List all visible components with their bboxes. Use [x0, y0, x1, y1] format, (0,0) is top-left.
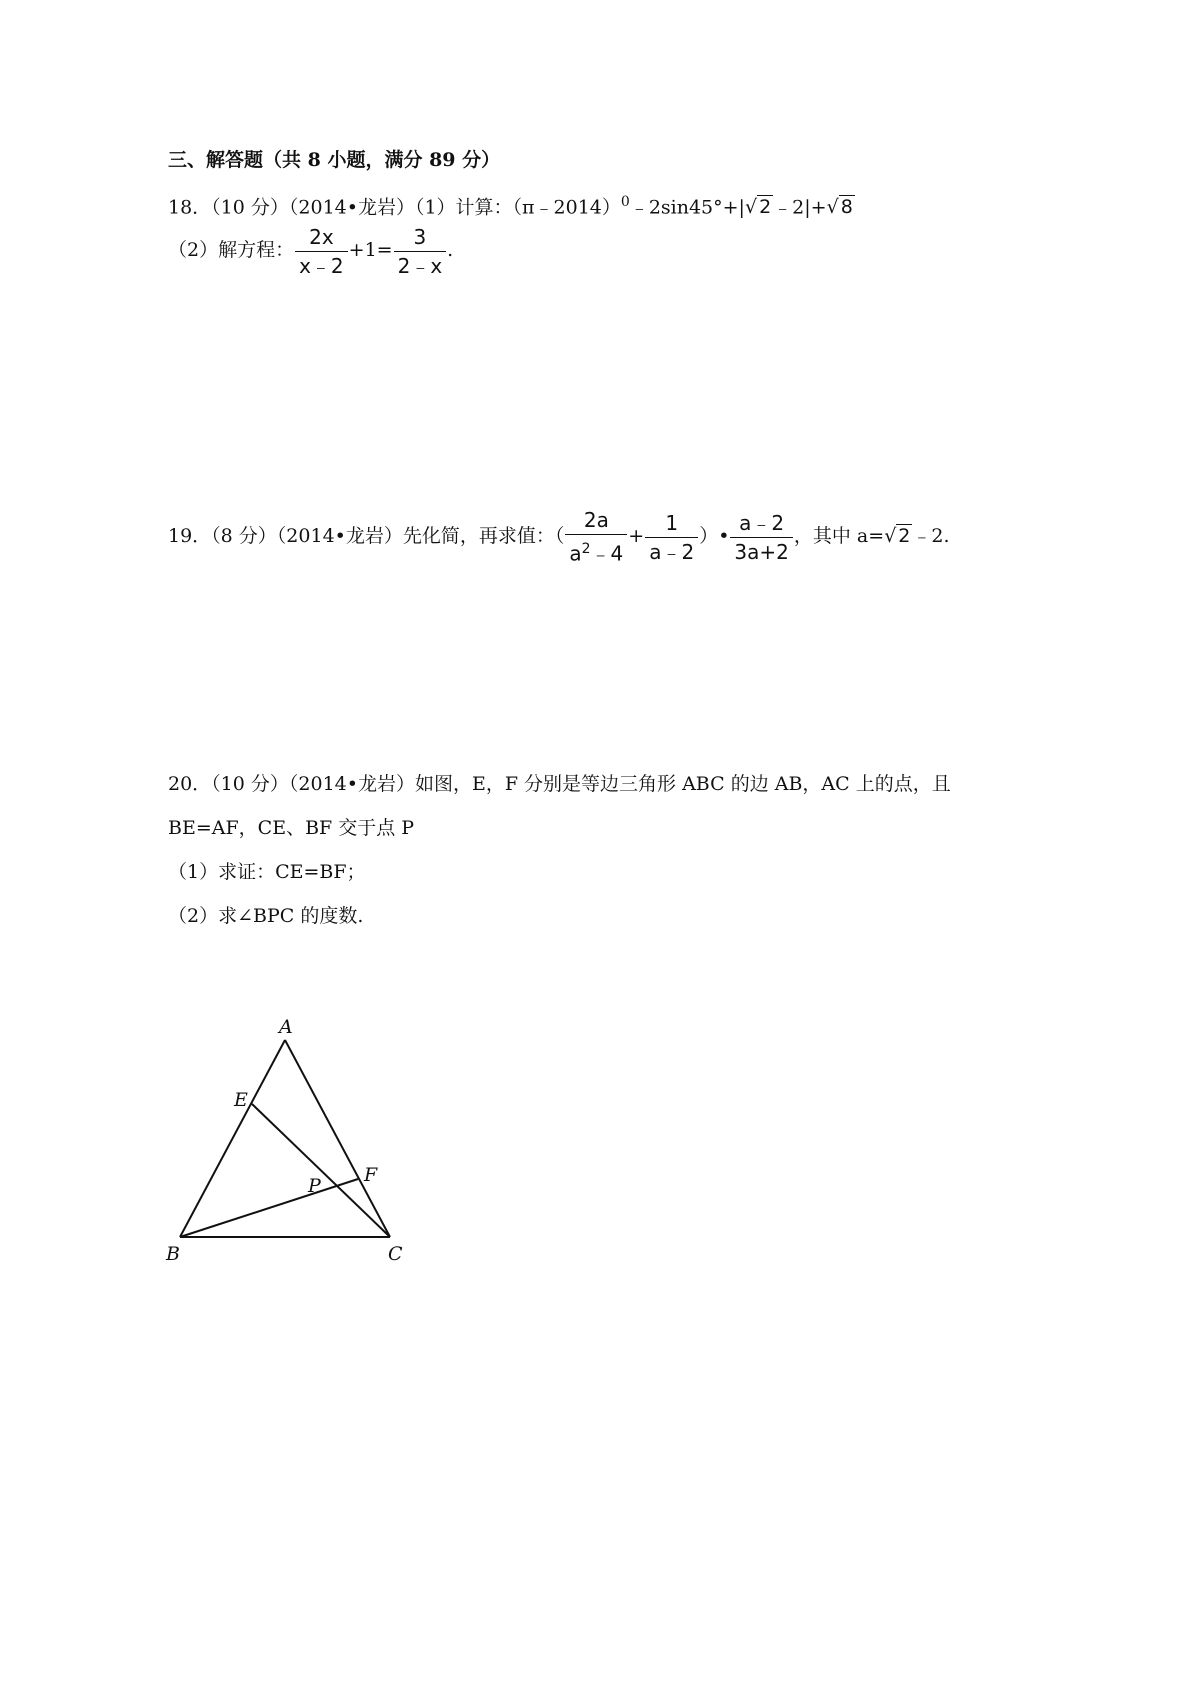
label-a: A: [279, 1016, 293, 1038]
question-18-part1: [168, 190, 855, 219]
q18-fraction-1: $\frac{2x}{x﹣2}$: [295, 225, 348, 278]
label-c: C: [388, 1243, 403, 1265]
label-p: P: [308, 1175, 321, 1197]
q18-sqrt-8: √ 8: [826, 196, 853, 219]
label-f: F: [364, 1164, 378, 1186]
q19-suffix2: ﹣2.: [912, 525, 950, 547]
question-20-line2: BE=AF，CE、BF 交于点 P: [168, 817, 415, 839]
q19-sqrt: √ 2: [884, 525, 911, 547]
q19-close: ）•: [699, 525, 730, 547]
q18-exponent: 0: [620, 194, 630, 210]
q18-prefix: 18．（10 分）（2014•龙岩）（1）计算：（π﹣2014）: [168, 196, 621, 219]
q18-mid: ﹣2sin45°+|: [629, 196, 745, 219]
question-18-part2: [168, 222, 453, 278]
q18-mid2: ﹣2|+: [773, 196, 827, 219]
q19-plus: +: [628, 525, 645, 547]
triangle-figure: [160, 1015, 450, 1270]
question-20-line1: 20．（10 分）（2014•龙岩）如图，E，F 分别是等边三角形 ABC 的边 AB，AC 上的点，且: [168, 773, 951, 795]
q18-sqrt-2: √ 2: [744, 196, 772, 219]
q19-fraction-c: $\frac{a﹣2}{3a+2}$: [730, 511, 792, 564]
question-20-part2: （2）求∠BPC 的度数.: [168, 905, 364, 927]
q19-fraction-b: $\frac{1}{a﹣2}$: [645, 511, 698, 564]
side-ac: [285, 1040, 390, 1237]
q18-end: .: [447, 239, 454, 261]
question-19: [168, 508, 950, 566]
question-20-part1: （1）求证：CE=BF；: [168, 861, 366, 883]
q19-fraction-a: $\frac{2a}{a^2﹣4}$: [565, 508, 627, 566]
label-b: B: [166, 1243, 180, 1265]
q18-part2-prefix: （2）解方程：: [168, 239, 295, 261]
q19-prefix: 19．（8 分）（2014•龙岩）先化简，再求值：（: [168, 525, 565, 547]
q18-fraction-2: $\frac{3}{2﹣x}$: [394, 225, 447, 278]
q19-suffix1: ，其中 a=: [793, 525, 885, 547]
section-title: 三、解答题（共 8 小题，满分 89 分）: [168, 149, 501, 171]
q18-plus-one: +1=: [348, 239, 393, 261]
label-e: E: [234, 1089, 248, 1111]
